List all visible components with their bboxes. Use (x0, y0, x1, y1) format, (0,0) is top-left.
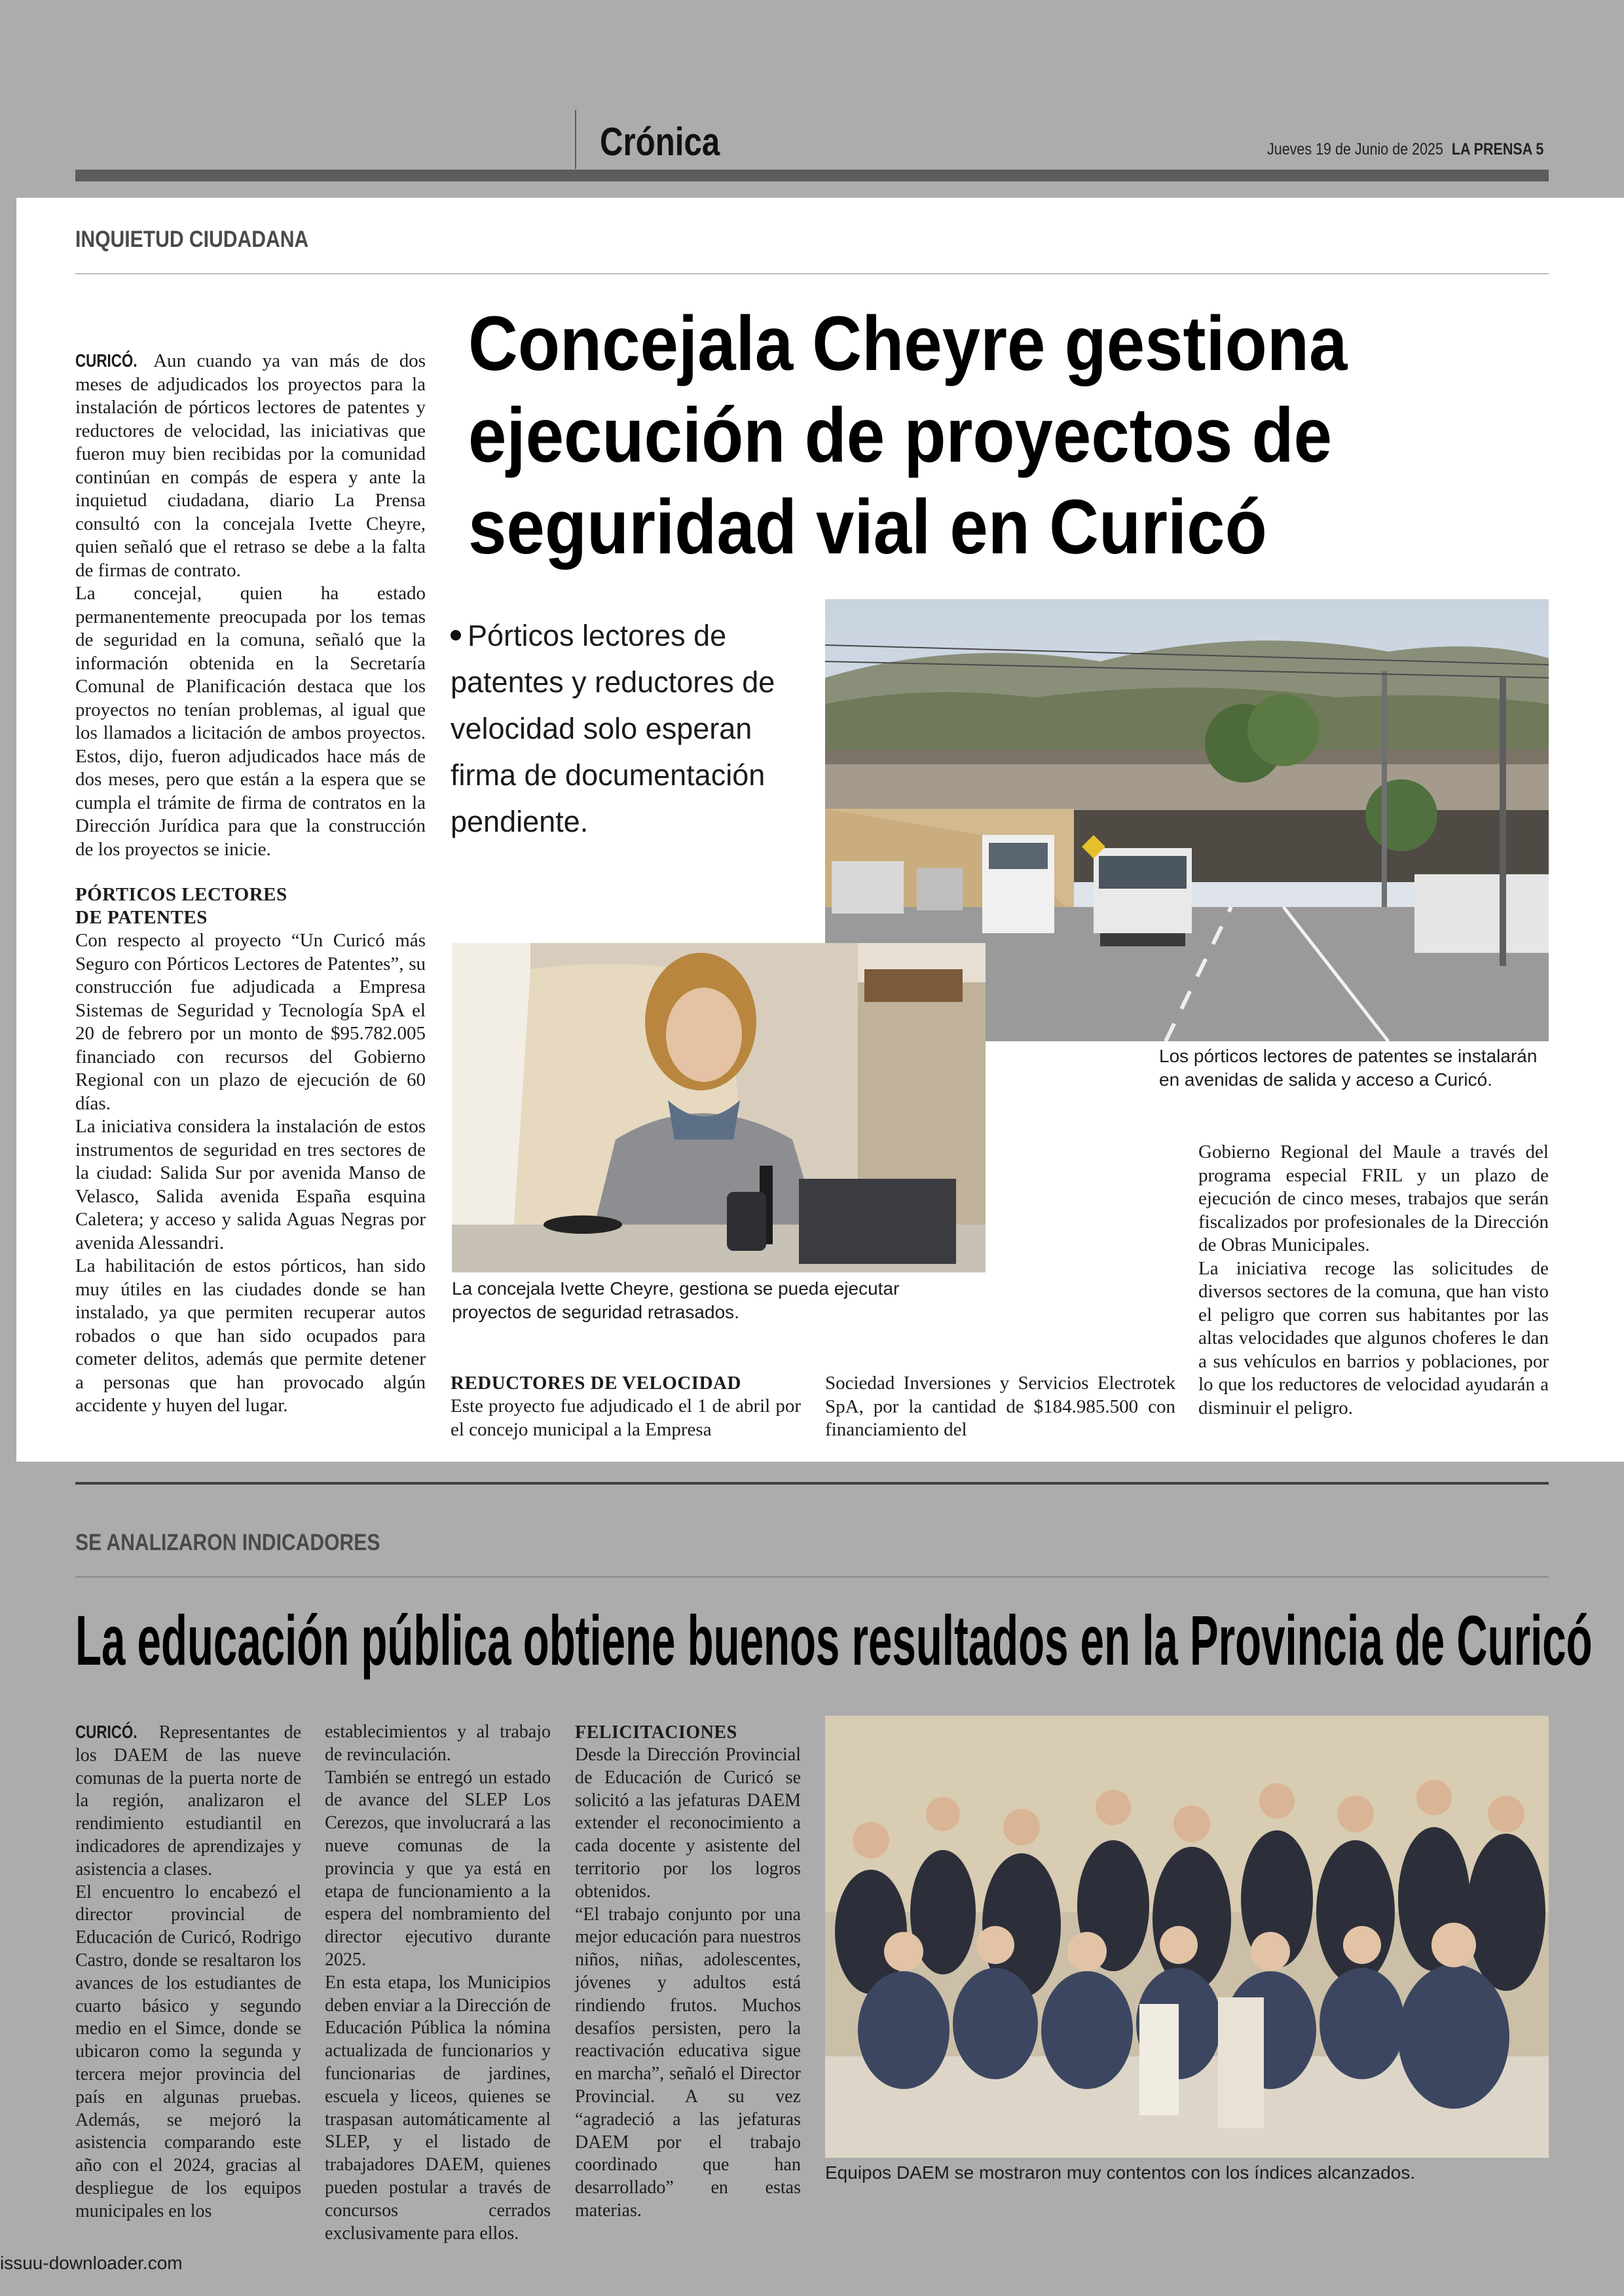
paragraph: “El trabajo conjunto por una mejor educación para nuestros niños, niñas, adolescentes, jóvenes y adultos está rindiendo frutos. Muchos desafíos persisten, pero la reactivación educativa sigue en marcha”, señaló el Director Provincial. A su vez “agradeció a las jefaturas DAEM por el trabajo coordinado que han desarrollado” en estas materias. (575, 1904, 801, 2221)
paragraph: En esta etapa, los Municipios deben enviar a la Dirección de Educación Pública la nómina actualizada de funcionarios y funcionarias de jardines, escuela y liceos, quienes se traspasan automáticamente al SLEP, y el listado de trabajadores DAEM, quienes pueden postular a través de concursos cerrados exclusivamente para ellos. (325, 1972, 551, 2244)
bullet-dot (451, 630, 461, 640)
article1-column-2 (451, 1372, 801, 1441)
paragraph: La iniciativa considera la instalación de estos instrumentos de seguridad en tres sectores de la ciudad: Salida Sur por avenida Manso de Velasco, Salida avenida España esquina Caletera; y acceso y salida Aguas Negras por avenida Alessandri. (75, 1116, 426, 1253)
paragraph: CURICÓ. Representantes de los DAEM de las nueve comunas de la puerta norte de la región, analizaron el rendimiento estudiantil en indicadores de aprendizajes y asistencia a clases. (75, 1722, 301, 1879)
paragraph: La iniciativa recoge las solicitudes de diversos sectores de la comuna, que han visto el peligro que corren sus habitantes por las altas velocidades que algunos choferes le dan a sus vehículos en barrios y poblaciones, por lo que los reductores de velocidad ayudarán a disminuir el peligro. (1198, 1257, 1549, 1418)
paragraph: Con respecto al proyecto “Un Curicó más Seguro con Pórticos Lectores de Patentes”, su construcción fue adjudicada a Empresa Sistemas de Seguridad y Tecnología SpA el 20 de febrero por un monto de $95.782.005 financiado con recursos del Gobierno Regional con un plazo de ejecución de 60 días. (75, 930, 426, 1114)
headline-line-3: seguridad vial en Curicó (468, 484, 1267, 570)
paragraph: La habilitación de estos pórticos, han sido muy útiles en las ciudades donde se han instalado, ya que permiten recuperar autos robados o que han sido ocupados para cometer delitos, además que permite detener a personas que han provocado algún accidente y huyen del lugar. (75, 1255, 426, 1416)
article1-column-3 (825, 1372, 1175, 1442)
paragraph: También se entregó un estado de avance del SLEP Los Cerezos, que involucrará a las nueve comunas de la provincia y que ya está en etapa de funcionamiento a la espera del nombramiento del director ejecutivo durante 2025. (325, 1767, 551, 1970)
headline-line-2: ejecución de proyectos de (468, 392, 1333, 479)
article2-column-1 (75, 1721, 301, 2223)
paragraph: Desde la Dirección Provincial de Educación de Curicó se solicitó a las jefaturas DAEM extender el reconocimiento a cada docente y asistente del territorio por los logros obtenidos. (575, 1745, 801, 1902)
dateline: CURICÓ. (75, 350, 138, 371)
paragraph: Sociedad Inversiones y Servicios Electrotek SpA, por la cantidad de $184.985.500 con financiamiento del (825, 1373, 1175, 1440)
article2-headline: La educación pública obtiene buenos resultados en la Provincia de Curicó (75, 1601, 1593, 1680)
paragraph: La concejal, quien ha estado permanentemente preocupada por los temas de seguridad en la comuna, señaló que la información obtenida en la Secretaría Comunal de Planificación destaca que los proyectos no tenían problemas, al igual que los llamados a licitación de ambos proyectos. Estos, dijo, fueron adjudicados hace más de dos meses, pero que están a la espera que se cumpla el trámite de firma de contratos en la Dirección Jurídica para que la construcción de los proyectos se inicie. (75, 583, 426, 860)
group-photo-image (825, 1716, 1549, 2158)
article2-column-3 (575, 1721, 801, 2223)
subhead-reductores: REDUCTORES DE VELOCIDAD (451, 1373, 741, 1394)
issue-date: Jueves 19 de Junio de 2025 (1267, 140, 1443, 158)
subhead-porticos: PÓRTICOS LECTORES DE PATENTES (75, 884, 287, 928)
header-rule (75, 170, 1549, 181)
councilor-photo-image (452, 943, 986, 1272)
article1-column-1 (75, 349, 426, 1418)
article2-kicker-rule (75, 1576, 1549, 1578)
group-photo (825, 1716, 1549, 2158)
paragraph: establecimientos y al trabajo de revinculación. (325, 1722, 551, 1765)
headline-line-1: Concejala Cheyre gestiona (468, 301, 1348, 387)
paragraph: El encuentro lo encabezó el director provincial de Educación de Curicó, Rodrigo Castro, donde se resaltaron los avances de los estudiantes de cuarto básico y segundo medio en el Simce, donde se ubicaron como la segunda y tercera mejor provincia del país en algunas pruebas. Además, se mejoró la asistencia comparando este año con el 2024, gracias al despliegue de los equipos municipales en los (75, 1881, 301, 2221)
road-photo-caption: Los pórticos lectores de patentes se instalarán en avenidas de salida y acceso a Curicó. (1159, 1046, 1538, 1090)
paper-page: LA PRENSA 5 (1451, 140, 1544, 158)
header-date (1267, 140, 1543, 159)
article1-column-4 (1198, 1141, 1549, 1420)
article2-top-rule (75, 1482, 1549, 1485)
article2-column-2 (325, 1721, 551, 2245)
header-divider (575, 110, 576, 169)
section-title: Crónica (600, 120, 720, 164)
subhead-felicitaciones: FELICITACIONES (575, 1722, 737, 1743)
article2-kicker: SE ANALIZARON INDICADORES (75, 1530, 380, 1555)
councilor-photo-caption: La concejala Ivette Cheyre, gestiona se pueda ejecutar proyectos de seguridad retrasados. (452, 1278, 900, 1322)
paragraph: Este proyecto fue adjudicado el 1 de abril por el concejo municipal a la Empresa (451, 1396, 801, 1440)
councilor-photo (452, 943, 986, 1272)
article1-kicker: INQUIETUD CIUDADANA (75, 227, 309, 252)
paragraph: CURICÓ. Aun cuando ya van más de dos meses de adjudicados los proyectos para la instalación de pórticos lectores de patentes y reductores de velocidad, las iniciativas que fueron muy bien recibidas por la comunidad continúan en compás de espera y ante la inquietud ciudadana, diario La Prensa consultó con la concejala Ivette Cheyre, quien señaló que el retraso se debe a la falta de firmas de contrato. (75, 350, 426, 581)
source-watermark: issuu-downloader.com (0, 2253, 183, 2273)
group-photo-caption: Equipos DAEM se mostraron muy contentos con los índices alcanzados. (825, 2162, 1416, 2183)
paragraph: Gobierno Regional del Maule a través del programa especial FRIL y un plazo de ejecución de cinco meses, trabajos que serán fiscalizados por profesionales de la Dirección de Obras Municipales. (1198, 1141, 1549, 1255)
dateline: CURICÓ. (75, 1722, 138, 1742)
bullet-summary: Pórticos lectores de patentes y reductores de velocidad solo esperan firma de documentación pendiente. (451, 619, 775, 838)
article1-headline (468, 298, 1456, 573)
article1-kicker-rule (75, 273, 1549, 274)
